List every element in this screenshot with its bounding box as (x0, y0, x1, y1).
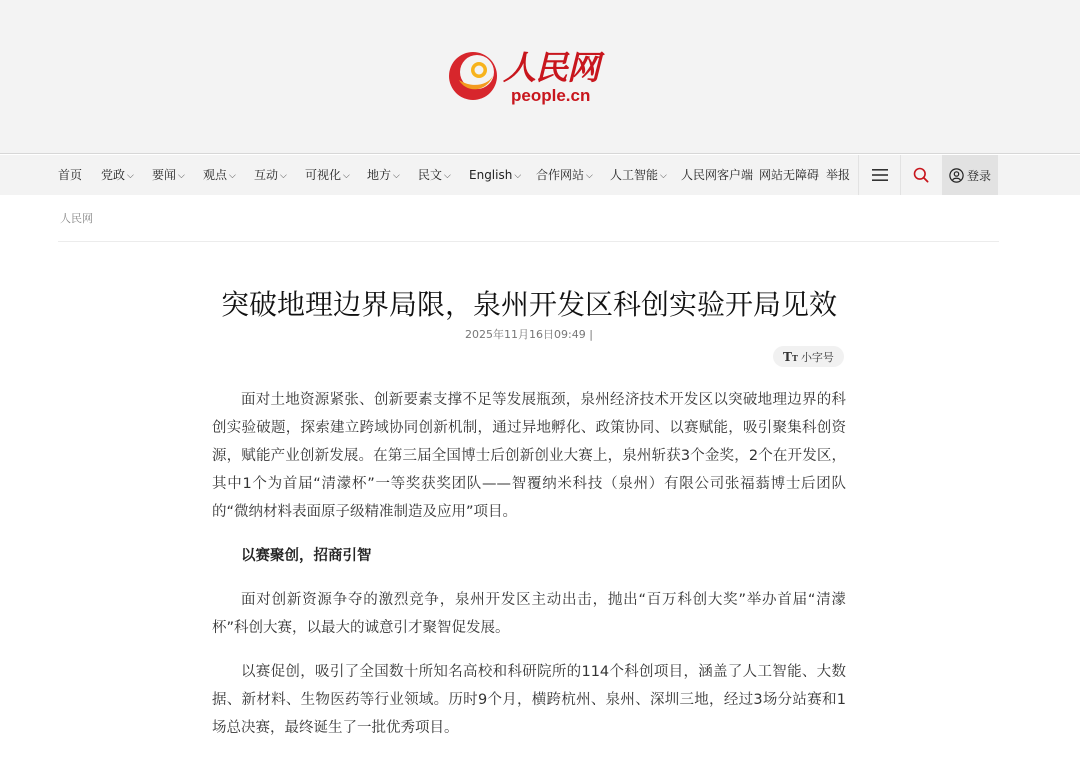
nav-item-visual[interactable] (305, 155, 350, 195)
nav-divider (858, 155, 859, 195)
chevron-down-icon: ⌵ (178, 171, 185, 181)
nav-label: 首页 (58, 168, 83, 182)
nav-label: 民文 (418, 168, 443, 182)
login-button[interactable] (942, 155, 998, 195)
logo-chinese-text: 人民网 (503, 48, 599, 87)
nav-item-english[interactable] (469, 155, 521, 195)
chevron-down-icon: ⌵ (127, 171, 134, 181)
article-paragraph: 以赛促创，吸引了全国数十所知名高校和科研院所的114个科创项目，涵盖了人工智能、大数据、新材料、生物医药等行业领域。历时9个月，横跨杭州、泉州、深圳三地，经过3场分站赛和1场总决赛，最终诞生了一批优秀项目。 (212, 664, 846, 736)
nav-item-report[interactable] (826, 155, 850, 195)
nav-item-news[interactable] (152, 155, 185, 195)
article-dateline: 2025年11月16日09:49 | (465, 328, 593, 341)
nav-label: 举报 (826, 168, 851, 182)
chevron-down-icon: ⌵ (280, 171, 287, 181)
breadcrumb[interactable]: 人民网 (60, 212, 93, 225)
nav-label: 人民网客户端 (681, 168, 754, 182)
chevron-down-icon: ⌵ (229, 171, 236, 181)
nav-item-partners[interactable] (536, 155, 593, 195)
nav-item-party[interactable] (101, 155, 134, 195)
article-subheading: 以赛聚创，招商引智 (241, 548, 372, 564)
nav-label: 人工智能 (610, 168, 659, 182)
user-icon (949, 168, 964, 183)
chevron-down-icon: ⌵ (444, 171, 451, 181)
nav-item-ethnic[interactable] (418, 155, 451, 195)
font-size-label: 小字号 (800, 350, 834, 364)
chevron-down-icon: ⌵ (660, 171, 667, 181)
logo-domain-text: people.cn (511, 86, 591, 105)
site-header (0, 0, 1080, 154)
nav-label: 观点 (203, 168, 228, 182)
nav-label: 要闻 (152, 168, 177, 182)
login-label: 登录 (966, 168, 991, 183)
font-size-toggle-button[interactable] (773, 346, 844, 367)
nav-label: 党政 (101, 168, 126, 182)
chevron-down-icon: ⌵ (343, 171, 350, 181)
article-paragraph: 面对创新资源争夺的激烈竞争，泉州开发区主动出击，抛出“百万科创大奖”举办首届“清濛杯”科创大赛，以最大的诚意引才聚智促发展。 (212, 592, 846, 636)
nav-label: 合作网站 (536, 168, 585, 182)
article-body (212, 386, 846, 758)
chevron-down-icon: ⌵ (393, 171, 400, 181)
nav-item-accessibility[interactable] (759, 155, 819, 195)
nav-item-client[interactable] (681, 155, 753, 195)
nav-item-ai[interactable] (610, 155, 667, 195)
chevron-down-icon: ⌵ (586, 171, 593, 181)
search-icon[interactable] (901, 155, 941, 195)
nav-label: 可视化 (305, 168, 342, 182)
article-paragraph: 面对土地资源紧张、创新要素支撑不足等发展瓶颈，泉州经济技术开发区以突破地理边界的科创实验破题，探索建立跨域协同创新机制，通过异地孵化、政策协同、以赛赋能，吸引聚集科创资源，赋能产业创新发展。在第三届全国博士后创新创业大赛上，泉州斩获3个金奖，2个在开发区，其中1个为首届“清濛杯”一等奖获奖团队——智覆纳米科技（泉州）有限公司张福蓊博士后团队的“微纳材料表面原子级精准制造及应用”项目。 (212, 392, 846, 520)
text-size-icon: TT (783, 349, 798, 364)
nav-label: 地方 (367, 168, 392, 182)
nav-label: English (469, 168, 513, 182)
nav-item-home[interactable] (58, 155, 82, 195)
logo-emblem-icon (447, 46, 503, 102)
breadcrumb-divider (58, 241, 999, 242)
article-title: 突破地理边界局限，泉州开发区科创实验开局见效 (220, 287, 837, 321)
nav-item-interact[interactable] (254, 155, 287, 195)
hamburger-menu-icon[interactable] (860, 155, 900, 195)
site-logo[interactable] (447, 44, 627, 110)
chevron-down-icon: ⌵ (514, 171, 522, 181)
nav-label: 网站无障碍 (759, 168, 820, 182)
nav-item-opinion[interactable] (203, 155, 236, 195)
main-nav (0, 155, 1080, 195)
nav-item-local[interactable] (367, 155, 400, 195)
nav-label: 互动 (254, 168, 279, 182)
